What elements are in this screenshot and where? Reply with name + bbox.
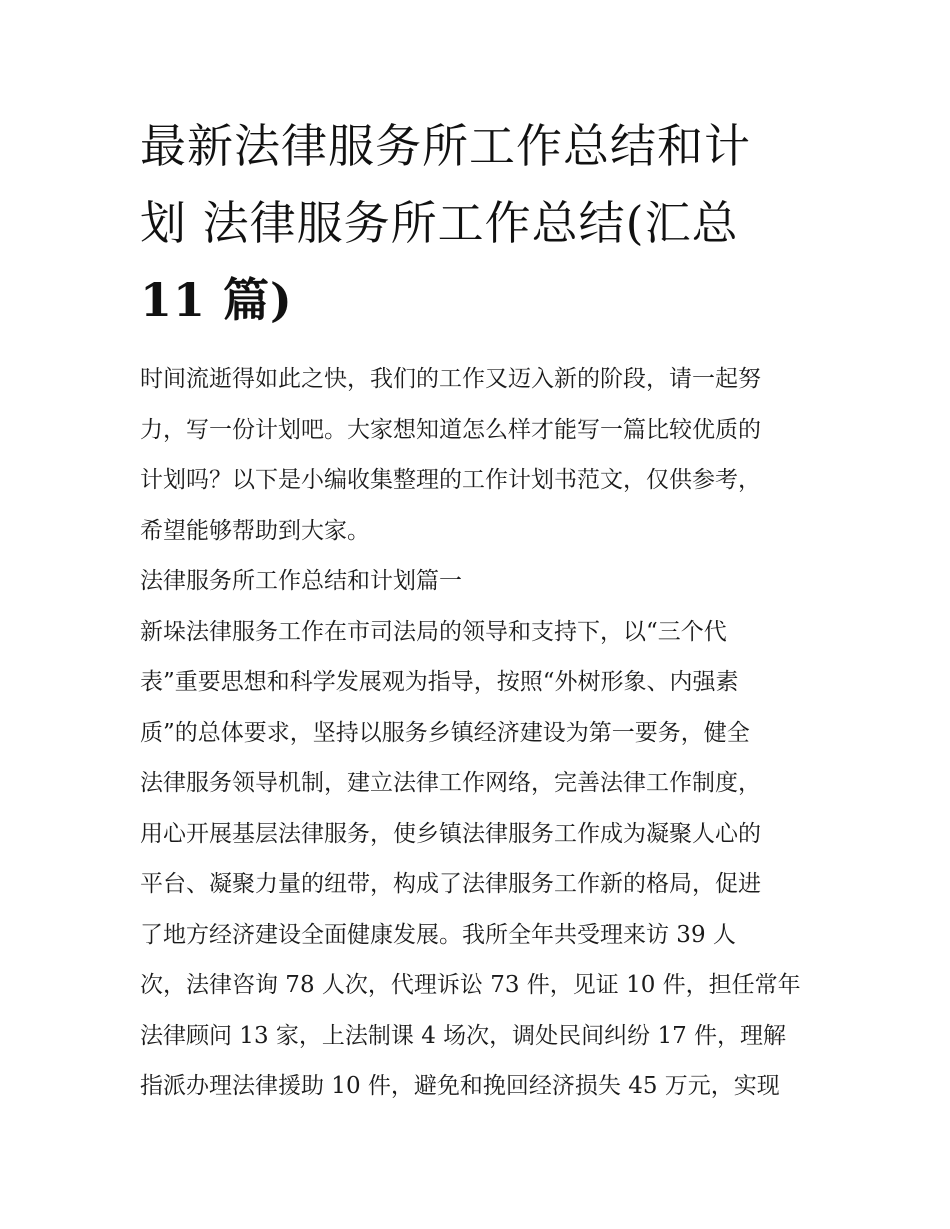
body-line: 表”重要思想和科学发展观为指导，按照“外树形象、内强素 — [140, 669, 739, 695]
body-line: 次，法律咨询 78 人次，代理诉讼 73 件，见证 10 件，担任常年 — [140, 972, 801, 998]
body-line: 了地方经济建设全面健康发展。我所全年共受理来访 39 人 — [140, 921, 736, 948]
body-line: 力，写一份计划吧。大家想知道怎么样才能写一篇比较优质的 — [140, 416, 761, 443]
title-line-1: 最新法律服务所工作总结和计 — [140, 119, 751, 173]
body-line: 平台、凝聚力量的纽带，构成了法律服务工作新的格局，促进 — [140, 871, 761, 897]
document-body — [140, 354, 820, 1112]
body-line: 质”的总体要求，坚持以服务乡镇经济建设为第一要务，健全 — [140, 719, 750, 746]
body-line: 法律服务领导机制，建立法律工作网络，完善法律工作制度， — [140, 770, 761, 796]
body-line: 指派办理法律援助 10 件，避免和挽回经济损失 45 万元，实现 — [140, 1073, 780, 1099]
body-line: 用心开展基层法律服务，使乡镇法律服务工作成为凝聚人心的 — [140, 820, 761, 847]
body-line: 时间流逝得如此之快，我们的工作又迈入新的阶段，请一起努 — [140, 366, 761, 392]
body-line: 新垛法律服务工作在市司法局的领导和支持下，以“三个代 — [140, 618, 727, 645]
section-heading: 法律服务所工作总结和计划篇一 — [140, 568, 462, 594]
body-line: 希望能够帮助到大家。 — [140, 517, 370, 544]
title-line-3: 11 篇) — [140, 273, 293, 327]
body-line: 计划吗？以下是小编收集整理的工作计划书范文，仅供参考， — [140, 467, 761, 493]
title-line-2: 划 法律服务所工作总结(汇总 — [140, 196, 739, 250]
body-line: 法律顾问 13 家，上法制课 4 场次，调处民间纠纷 17 件，理解 — [140, 1022, 787, 1049]
document-title — [140, 108, 820, 339]
